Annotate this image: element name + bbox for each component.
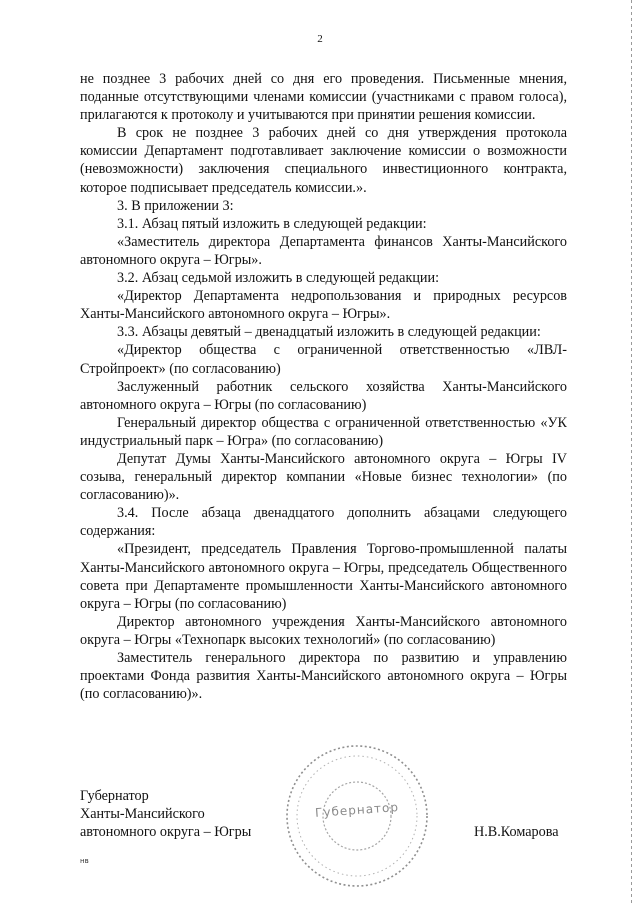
paragraph-8: 3.3. Абзацы девятый – двенадцатый изложить в следующей редакции: (117, 324, 541, 341)
signatory-title (80, 787, 251, 841)
stamp-label: Губернатор (314, 800, 400, 820)
page-number: 2 (317, 33, 323, 45)
paragraph-11: Генеральный директор общества с ограниченной ответственностью «УК индустриальный парк – Югра» (по согласованию) (80, 414, 567, 449)
paragraph-2: В срок не позднее 3 рабочих дней со дня утверждения протокола комиссии Департамент подготавливает заключение комиссии о возможности (невозможности) заключения специального инвестиционного контракта, которое подписывает председатель комиссии.». (80, 125, 567, 196)
paragraph-12: Депутат Думы Ханты-Мансийского автономного округа – Югры IV созыва, генеральный директор компании «Новые бизнес технологии» (по согласованию)». (80, 450, 567, 504)
paragraph-4: 3.1. Абзац пятый изложить в следующей редакции: (117, 215, 427, 232)
paragraph-9: «Директор общества с ограниченной ответственностью «ЛВЛ-Стройпроект» (по согласованию) (80, 342, 567, 377)
paragraph-7: «Директор Департамента недропользования и природных ресурсов Ханты-Мансийского автономного округа – Югры». (80, 288, 567, 323)
executor-mark: нв (80, 857, 89, 865)
signatory-title-line: Ханты-Мансийского (80, 806, 205, 822)
paragraph-15: Директор автономного учреждения Ханты-Мансийского автономного округа – Югры «Технопарк высоких технологий» (по согласованию) (80, 613, 567, 648)
paragraph-3: 3. В приложении 3: (117, 197, 234, 214)
signatory-title-line: Губернатор (80, 788, 149, 804)
signatory-name: Н.В.Комарова (474, 824, 559, 840)
paragraph-10: Заслуженный работник сельского хозяйства Ханты-Мансийского автономного округа – Югры (по согласованию) (80, 378, 567, 413)
paragraph-5: «Заместитель директора Департамента финансов Ханты-Мансийского автономного округа – Югры». (80, 233, 567, 268)
paragraph-14: «Президент, председатель Правления Торгово-промышленной палаты Ханты-Мансийского автономного округа – Югры, председатель Общественного совета при Департаменте промышленности Ханты-Мансийского автономного округа – Югры (по согласованию) (80, 541, 567, 612)
signatory-title-line: автономного округа – Югры (80, 824, 252, 840)
paragraph-13: 3.4. После абзаца двенадцатого дополнить абзацами следующего содержания: (80, 505, 567, 540)
document-body (80, 70, 567, 703)
paragraph-1: не позднее 3 рабочих дней со дня его проведения. Письменные мнения, поданные отсутствующими членами комиссии (участниками с правом голоса), прилагаются к протоколу и учитываются при принятии решения комиссии. (80, 71, 567, 124)
scan-page-edge (631, 0, 632, 905)
signature-stamp (282, 741, 432, 891)
paragraph-6: 3.2. Абзац седьмой изложить в следующей редакции: (117, 270, 440, 287)
paragraph-16: Заместитель генерального директора по развитию и управлению проектами Фонда развития Ханты-Мансийского автономного округа – Югры (по согласованию)». (80, 650, 567, 703)
